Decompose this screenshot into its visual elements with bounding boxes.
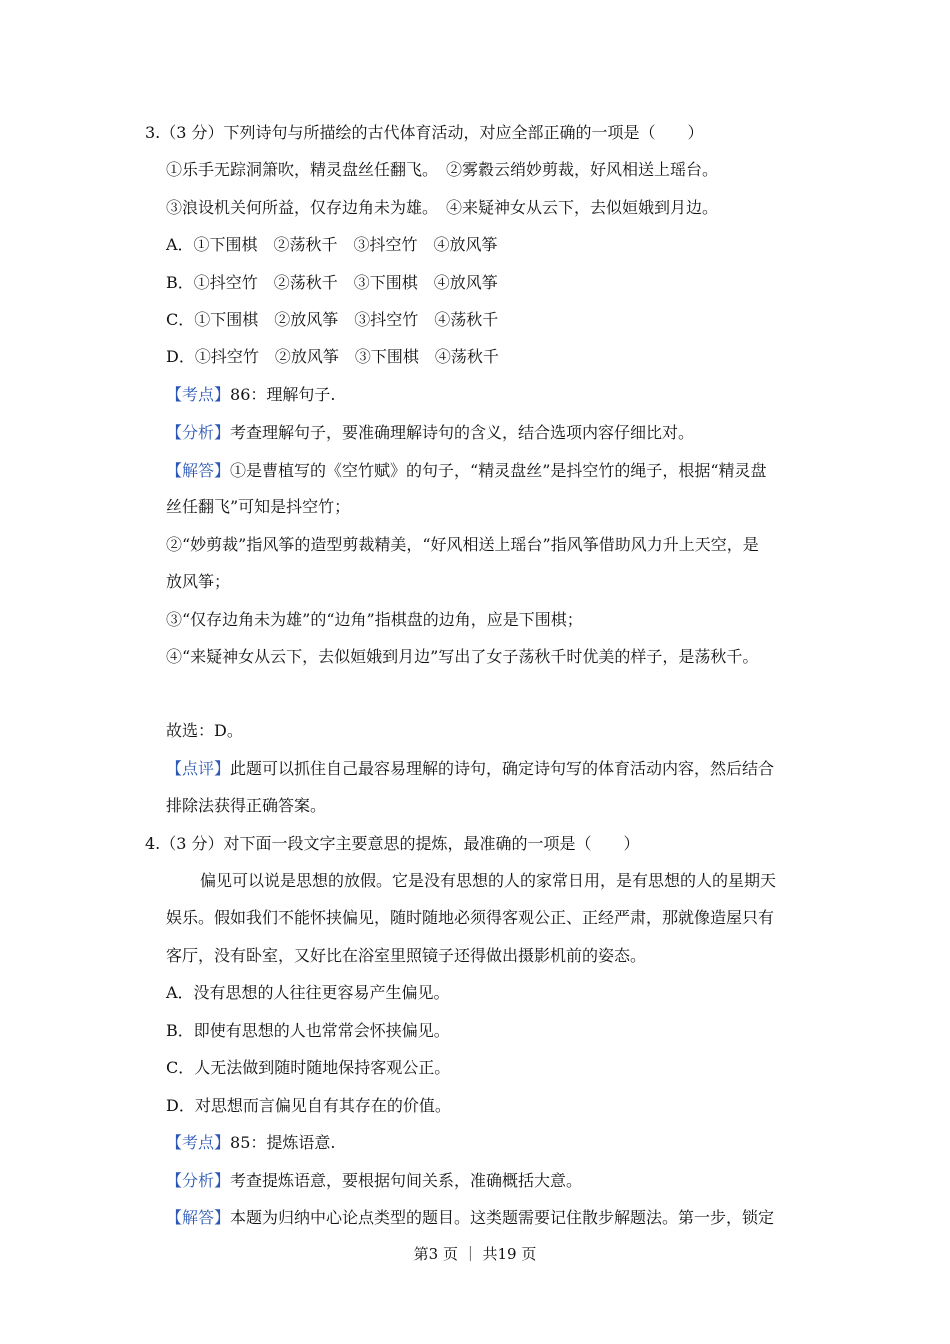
q4-fenxi (166, 1171, 582, 1191)
fenxi-tag: 【分析】 (166, 423, 231, 442)
fenxi-text: 考查理解句子，要准确理解诗句的含义，结合选项内容仔细比对。 (230, 423, 695, 442)
q4-jieda-line-1 (166, 1208, 774, 1228)
q4-option-c: C．人无法做到随时随地保持客观公正。 (166, 1058, 451, 1077)
page-footer: 第3 页 ｜ 共19 页 (413, 1245, 537, 1263)
kaodian-text: 86：理解句子. (230, 385, 336, 404)
q3-answer: 故选：D。 (166, 721, 243, 740)
q3-poem-line-1: ①乐手无踪洞箫吹，精灵盘丝任翻飞。 ②雾縠云绡妙剪裁，好风相送上瑶台。 (166, 160, 719, 179)
kaodian-text: 85：提炼语意. (230, 1133, 336, 1152)
q4-option-a: A．没有思想的人往往更容易产生偏见。 (166, 983, 450, 1002)
q3-jieda-line-1 (166, 461, 767, 481)
q3-explain-3: ③“仅存边角未为雄”的“边角”指棋盘的边角，应是下围棋； (166, 610, 583, 629)
q4-kaodian (166, 1133, 335, 1153)
q3-explain-2-line-2: 放风筝； (166, 572, 231, 591)
q3-jieda-line-2: 丝任翻飞”可知是抖空竹； (166, 497, 351, 516)
kaodian-tag: 【考点】 (166, 1133, 231, 1152)
kaodian-tag: 【考点】 (166, 385, 231, 404)
q3-option-d: D．①抖空竹 ②放风筝 ③下围棋 ④荡秋千 (166, 347, 499, 366)
q4-option-d: D．对思想而言偏见自有其存在的价值。 (166, 1096, 451, 1115)
q3-stem: 3.（3 分）下列诗句与所描绘的古代体育活动，对应全部正确的一项是（ ） (145, 123, 704, 142)
dianping-tag: 【点评】 (166, 759, 231, 778)
jieda-text: 本题为归纳中心论点类型的题目。这类题需要记住散步解题法。第一步，锁定 (230, 1208, 775, 1227)
q3-option-c: C．①下围棋 ②放风筝 ③抖空竹 ④荡秋千 (166, 310, 499, 329)
q3-dianping-line-2: 排除法获得正确答案。 (166, 796, 327, 815)
dianping-text: 此题可以抓住自己最容易理解的诗句，确定诗句写的体育活动内容，然后结合 (230, 759, 775, 778)
q3-explain-4: ④“来疑神女从云下，去似姮娥到月边”写出了女子荡秋千时优美的样子，是荡秋千。 (166, 647, 759, 666)
q3-poem-line-2: ③浪设机关何所益，仅存边角未为雄。 ④来疑神女从云下，去似姮娥到月边。 (166, 198, 719, 217)
q3-dianping-line-1 (166, 759, 774, 779)
q3-fenxi (166, 423, 694, 443)
q4-passage-line-1: 偏见可以说是思想的放假。它是没有思想的人的家常日用，是有思想的人的星期天 (200, 871, 777, 890)
q4-stem: 4.（3 分）对下面一段文字主要意思的提炼，最准确的一项是（ ） (145, 834, 640, 853)
jieda-tag: 【解答】 (166, 461, 231, 480)
q4-passage-line-3: 客厅，没有卧室，又好比在浴室里照镜子还得做出摄影机前的姿态。 (166, 946, 647, 965)
q3-kaodian (166, 385, 335, 405)
q3-explain-2-line-1: ②“妙剪裁”指风筝的造型剪裁精美，“好风相送上瑶台”指风筝借助风力升上天空，是 (166, 535, 759, 554)
q3-option-b: B．①抖空竹 ②荡秋千 ③下围棋 ④放风筝 (166, 273, 498, 292)
fenxi-text: 考查提炼语意，要根据句间关系，准确概括大意。 (230, 1171, 583, 1190)
q4-passage-line-2: 娱乐。假如我们不能怀挟偏见，随时随地必须得客观公正、正经严肃，那就像造屋只有 (166, 908, 775, 927)
q3-option-a: A．①下围棋 ②荡秋千 ③抖空竹 ④放风筝 (166, 235, 498, 254)
jieda-text: ①是曹植写的《空竹赋》的句子，“精灵盘丝”是抖空竹的绳子，根据“精灵盘 (230, 461, 767, 480)
jieda-tag: 【解答】 (166, 1208, 231, 1227)
fenxi-tag: 【分析】 (166, 1171, 231, 1190)
q4-option-b: B．即使有思想的人也常常会怀挟偏见。 (166, 1021, 450, 1040)
